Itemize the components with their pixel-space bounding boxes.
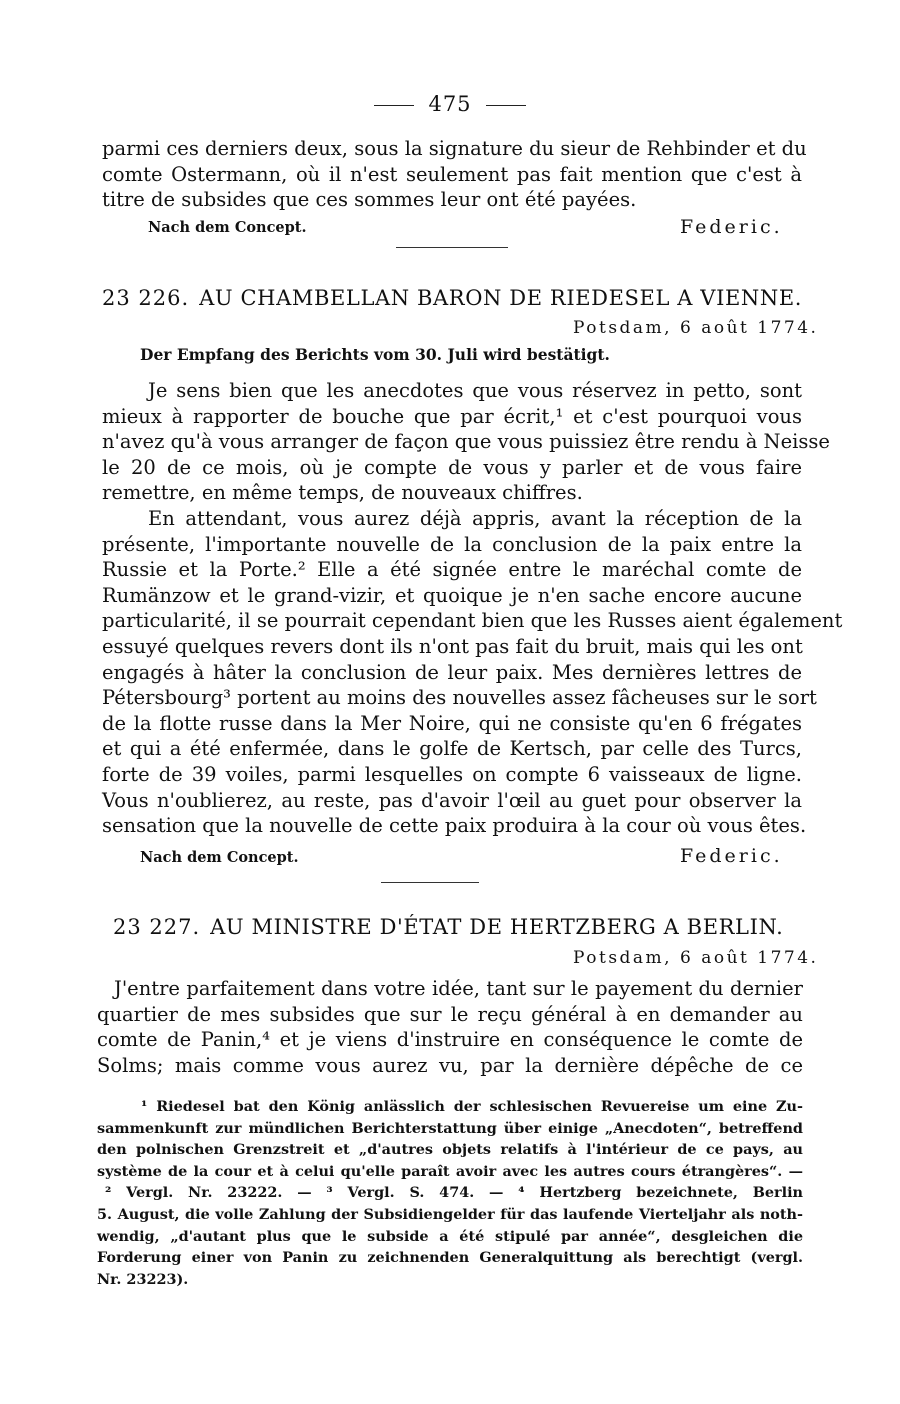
footnote-line: sammenkunft zur mündlichen Berichterstattung über einige „Anecdoten“, betreffend [97,1119,803,1137]
text-line: sensation que la nouvelle de cette paix produira à la cour où vous êtes. [102,814,807,838]
text-line: forte de 39 voiles, parmi lesquelles on compte 6 vaisseaux de ligne. [102,762,802,786]
page-number: 475 [428,92,472,116]
text-line: titre de subsides que ces sommes leur ont été payées. [102,188,637,212]
footnote-line: ¹ Riedesel bat den König anlässlich der schlesischen Revuereise um eine Zu- [141,1098,803,1115]
footnote-line: Forderung einer von Panin zu zeichnenden Generalquittung als berechtigt (vergl. [97,1249,803,1267]
dateline: Potsdam, 6 août 1774. [573,948,819,968]
continuation-text [102,136,807,213]
section-divider [381,882,479,883]
footnote-line: ² Vergl. Nr. 23222. — ³ Vergl. S. 474. — ⁴ Hertzberg bezeichnete, Berlin [105,1184,803,1202]
text-line: mieux à rapporter de bouche que par écrit,¹ et c'est pourquoi vous [102,404,802,428]
header-rule-right [486,105,526,106]
dateline: Potsdam, 6 août 1774. [573,318,819,338]
text-line: Rumänzow et le grand-vizir, et quoique je n'en sache encore aucune [102,583,802,607]
text-line: Solms; mais comme vous aurez vu, par la dernière dépêche de ce [97,1053,803,1077]
letter-title: AU CHAMBELLAN BARON DE RIEDESEL A VIENNE. [199,286,803,310]
footnote-line: den polnischen Grenzstreit et „d'autres objets relatifs à l'intérieur de ce pays, au [97,1141,803,1159]
text-line: et qui a été enfermée, dans le golfe de Kertsch, par celle des Turcs, [102,737,802,761]
text-line: présente, l'importante nouvelle de la conclusion de la paix entre la [102,532,802,556]
header-rule-left [374,105,414,106]
text-line: Je sens bien que les anecdotes que vous réservez in petto, sont [148,379,802,402]
footnote-line: Nr. 23223). [97,1270,189,1288]
letter-body [102,378,843,839]
text-line: Pétersbourg³ portent au moins des nouvelles assez fâcheuses sur le sort [102,686,817,710]
signature: Federic. [680,845,783,867]
summary-note: Der Empfang des Berichts vom 30. Juli wird bestätigt. [140,345,610,364]
text-line: J'entre parfaitement dans votre idée, tant sur le payement du dernier [114,977,803,1000]
text-line: parmi ces derniers deux, sous la signature du sieur de Rehbinder et du [102,137,807,160]
footnote-line: système de la cour et à celui qu'elle paraît avoir avec les autres cours étrangères“. — [97,1162,803,1180]
source-note: Nach dem Concept. [140,849,299,866]
page-number-header [0,92,900,116]
text-line: particularité, il se pourrait cependant bien que les Russes aient également [102,609,843,633]
letter-number: 23 227. [113,915,201,939]
footnotes [97,1096,803,1290]
text-line: Vous n'oublierez, au reste, pas d'avoir l'œil au guet pour observer la [102,788,802,812]
letter-number: 23 226. [102,286,190,310]
source-note: Nach dem Concept. [148,219,307,236]
text-line: remettre, en même temps, de nouveaux chiffres. [102,481,583,505]
text-line: quartier de mes subsides que sur le reçu général à en demander au [97,1002,803,1026]
text-line: comte de Panin,⁴ et je viens d'instruire en conséquence le comte de [97,1028,803,1052]
footnote-line: wendig, „d'autant plus que le subside a été stipulé par année“, desgleichen die [97,1227,803,1245]
text-line: En attendant, vous aurez déjà appris, avant la réception de la [148,506,802,530]
letter-heading [102,286,802,310]
text-line: n'avez qu'à vous arranger de façon que vous puissiez être rendu à Neisse [102,430,830,454]
letter-title: AU MINISTRE D'ÉTAT DE HERTZBERG A BERLIN. [210,915,784,939]
text-line: de la flotte russe dans la Mer Noire, qui ne consiste qu'en 6 frégates [102,711,802,735]
text-line: engagés à hâter la conclusion de leur paix. Mes dernières lettres de [102,660,802,684]
text-line: Russie et la Porte.² Elle a été signée entre le maréchal comte de [102,558,802,582]
footnote-line: 5. August, die volle Zahlung der Subsidiengelder für das laufende Vierteljahr als noth- [97,1205,803,1223]
signature: Federic. [680,216,783,238]
text-line: comte Ostermann, où il n'est seulement pas fait mention que c'est à [102,162,802,186]
text-line: essuyé quelques revers dont ils n'ont pas fait du bruit, mais qui les ont [102,634,803,658]
letter-body [97,976,803,1078]
letter-heading [113,915,813,939]
text-line: le 20 de ce mois, où je compte de vous y parler et de vous faire [102,455,802,479]
section-divider [396,247,508,248]
